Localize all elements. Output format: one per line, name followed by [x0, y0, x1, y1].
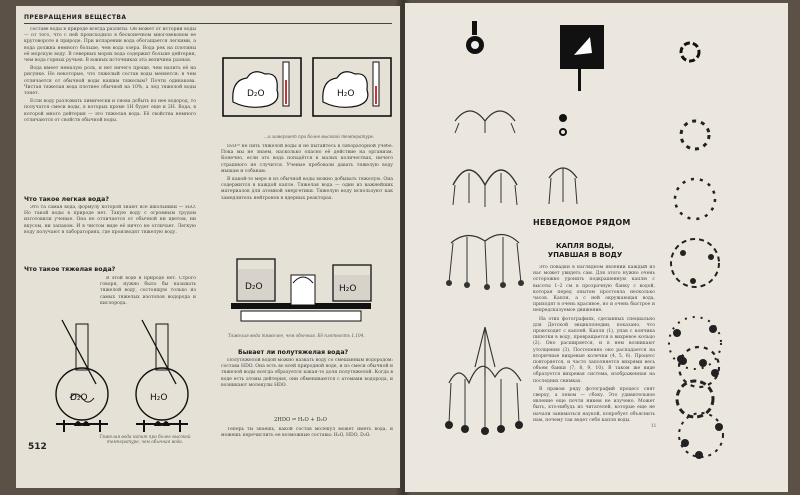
flask-d2o [56, 320, 108, 432]
ice-cubes-illustration [221, 50, 393, 130]
paragraph: Если воду разложить химически и снова добыть из нее водород, то получатся смеси воды, в которых кроме 1H будет еще и 2H. Вода, в которой много дейтерия — это тяжелая вода. Её свойства немного отличаются от свойств обычной воды. [24, 99, 196, 123]
light-water-text: Это та самая вода, формулу которой знают все школьники — H₂O. Но такой воды в природе нет. Такую воду с огромным трудом изготовили ученые. Она не отличается от обычной ни цветом, ни вкусом, ни запахом. И в чистом виде её ничто не отличает. Легкую воду получают в лабораториях, где производят тяжелую воду. [24, 205, 196, 235]
column-1-text [24, 27, 196, 189]
question-semi-heavy-water: Бывает ли полутяжелая вода? [238, 349, 349, 356]
vortex-top-view-bottom [669, 343, 739, 473]
page-number: 512 [28, 442, 47, 452]
article-text [533, 265, 655, 483]
article-title-line-1: КАПЛЯ ВОДЫ, [555, 242, 615, 250]
paragraph: В какой-то мере и из обычной воды можно добывать тяжелую. Она содержится в каждой капле. Тяжелая вода — один из важнейших материалов для атомной энергетики. Тяжелую воду используют как замедлитель нейтронов в ядерных реакторах. [221, 177, 393, 201]
semi-heavy-water-text: Полутяжелой водой можно назвать воду со смешанным водородом: состава HDO. Она есть во всей природной воде, и из смеси обычной и тяжелой воды всегда образуется какая-то доля полутяжелой. Когда в воде есть атомы дейтерия, они обмениваются с атомами водорода, и возникают молекулы HDO. [221, 358, 393, 388]
article-title-line-2: УПАВШАЯ В ВОДУ [547, 251, 623, 259]
running-header: ПРЕВРАЩЕНИЯ ВЕЩЕСТВА [24, 14, 127, 21]
vortex-ring-top-1 [675, 39, 705, 65]
paragraph: составе воды в природе всегда разлиты. Он может от истории воды — от того, что с ней происходило в бесконечном многовековом ее круговороте в природе. При испарении вода обогащается легкими, а вода должна немного больше, чем вода озера. Вода рек на плотины её морскую воду. В северных морях вода содержит больше дейтерия, чем вода горных ручьев. В южных источниках эта величина разная. [24, 27, 196, 64]
question-light-water: Что такое легкая вода? [24, 196, 109, 203]
svg-text:H₂O: H₂O [150, 393, 168, 403]
paragraph: На этих фотографиях, сделанных специально для Детской энциклопедии, показано, что происходит с каплей. Капля (1), упав с кончика пипетки в воду, превращается в вихревое кольцо (2). Оно расширяется, и в нем возникают утолщения (3). Постепенно оно распадается на вторичные вихревые колечки (4, 5, 6). Процесс повторяется, и часто заполняется вихрями весь объем банки (7, 8, 9, 10). В таком же виде образуется вихревая система, изображенная на последних снимках. [533, 316, 655, 384]
balance-scale-illustration [221, 251, 393, 331]
paragraph: В правом ряду фотографий процесс снят сверху, а левом — сбоку. Это удивительное явление еще почти никем не изучено. Может быть, кто-нибудь из читателей, которые еще не начали заниматься наукой, попробует объяснить нам, почему так ведет себя капля воды. [533, 386, 655, 423]
vortex-side-view-photos [445, 93, 525, 463]
pipette-drop-photo [460, 21, 490, 61]
svg-text:D₂O: D₂O [247, 89, 265, 99]
svg-text:D₂O: D₂O [70, 393, 88, 403]
question-heavy-water: Что такое тяжелая вода? [24, 266, 116, 273]
paragraph: D₂O²⁰ не пить тяжелой воды и не пытайтесь в лабораторной учебе. Пока мы не знаем, насколько опасно её действие на организм. Конечно, если это вода попадётся в малых количествах, ничего страшного не случится. Ученые пробовали давать тяжелую воду мышам и собакам. [221, 144, 393, 174]
figure-3-caption: Тяжелая вода тяжелее, чем обычная. Её плотность 1,104. [228, 333, 365, 338]
column-2-text [221, 144, 393, 244]
boiling-flasks-illustration [44, 314, 204, 434]
flask-h2o [136, 320, 188, 432]
photo-number: 11 [651, 423, 657, 428]
vortex-small-photos [545, 108, 585, 218]
section-title: НЕВЕДОМОЕ РЯДОМ [533, 218, 631, 227]
equilibrium-formula: 2HDO ⇌ H₂O + D₂O [274, 417, 327, 423]
paragraph: Вода имеет немалую роль, и нет ничего проще, чем налить её на рисунке. Но некоторые, что тяжелый состав воды меняется: в чем отличается от обычной воды нашим тяжелым? Почти одинакова. Чистая тяжелая вода плотнее обычной на 10%, а лед тяжелой воды тонет. [24, 66, 196, 97]
article-title [535, 242, 635, 260]
svg-text:D₂O: D₂O [245, 282, 263, 292]
figure-1-caption: ...и замерзает при более высокой температуре. [264, 134, 375, 139]
closing-text: Теперь ты знаешь, какой состав молекул может иметь вода, и можешь перечислить ее возможные составы: H₂O, HDO, D₂O. [221, 427, 393, 439]
right-page [405, 3, 788, 492]
figure-2-caption: Тяжелая вода кипит при более высокой температуре, чем обычная вода. [99, 434, 191, 445]
heavy-water-text: В этой воде в природе нет. Строго говоря, нужно было бы называть тяжелой воду, состоящую только из самых тяжелых изотопов водорода и кислорода. [100, 276, 196, 306]
paragraph: Это повадки в наглядном явлении каждый из нас может увидеть сам. Для этого нужно очень осторожно уронить подкрашенную каплю с высоты 1–2 см в прозрачную банку с водой, которая перед опытом простояла несколько часов. Капля, а с ней окружающая вода, приходят в очень красивое, но и очень быстрое и непредсказуемое движение. [533, 265, 655, 314]
svg-text:H₂O: H₂O [337, 89, 355, 99]
svg-text:H₂O: H₂O [339, 284, 357, 294]
left-page [16, 6, 400, 488]
drop-top-view-photo [560, 25, 610, 91]
header-rule [24, 23, 392, 24]
